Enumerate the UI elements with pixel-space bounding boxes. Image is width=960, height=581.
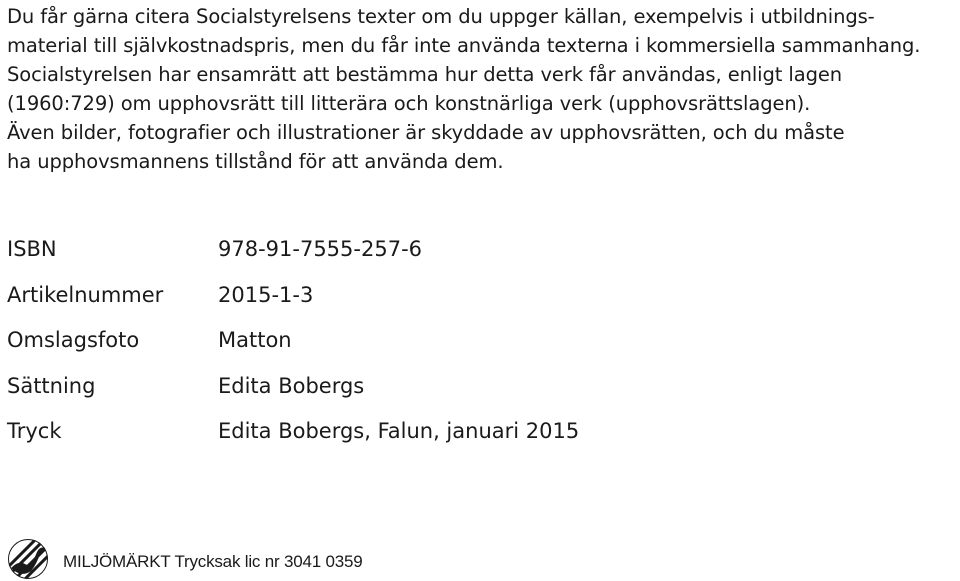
colophon-row-print — [7, 409, 579, 455]
colophon-row-typesetting — [7, 364, 579, 410]
notice-line: Även bilder, fotografier och illustrationer är skyddade av upphovsrätten, och du måste — [7, 121, 845, 144]
colophon-row-cover-photo — [7, 318, 579, 364]
notice-line: material till självkostnadspris, men du får inte använda texterna i kommersiella sammanhang. — [7, 34, 921, 57]
ecolabel — [7, 538, 363, 580]
notice-line: Socialstyrelsen har ensamrätt att bestämma hur detta verk får användas, enligt lagen — [7, 63, 843, 86]
colophon-value: Edita Bobergs — [218, 373, 365, 398]
colophon-value: Matton — [218, 328, 292, 352]
colophon-label: ISBN — [7, 237, 57, 261]
notice-line: (1960:729) om upphovsrätt till litterära och konstnärliga verk (upphovsrättslagen). — [7, 92, 811, 115]
swan-ecolabel-icon — [7, 538, 49, 580]
copyright-notice — [7, 2, 957, 176]
ecolabel-text: MILJÖMÄRKT Trycksak lic nr 3041 0359 — [63, 552, 363, 571]
notice-line: Du får gärna citera Socialstyrelsens texter om du uppger källan, exempelvis i utbildnings- — [7, 5, 875, 28]
colophon-value: 978-91-7555-257-6 — [218, 237, 423, 261]
colophon-row-isbn — [7, 227, 579, 273]
colophon-label: Tryck — [7, 419, 62, 443]
colophon-value: Edita Bobergs, Falun, januari 2015 — [218, 419, 580, 443]
colophon-table — [7, 227, 579, 455]
colophon-label: Artikelnummer — [7, 282, 164, 307]
colophon-row-article-number — [7, 273, 579, 319]
colophon-label: Omslagsfoto — [7, 328, 140, 352]
colophon-value: 2015-1-3 — [218, 282, 314, 307]
notice-line: ha upphovsmannens tillstånd för att använda dem. — [7, 150, 504, 173]
colophon-label: Sättning — [7, 373, 96, 398]
